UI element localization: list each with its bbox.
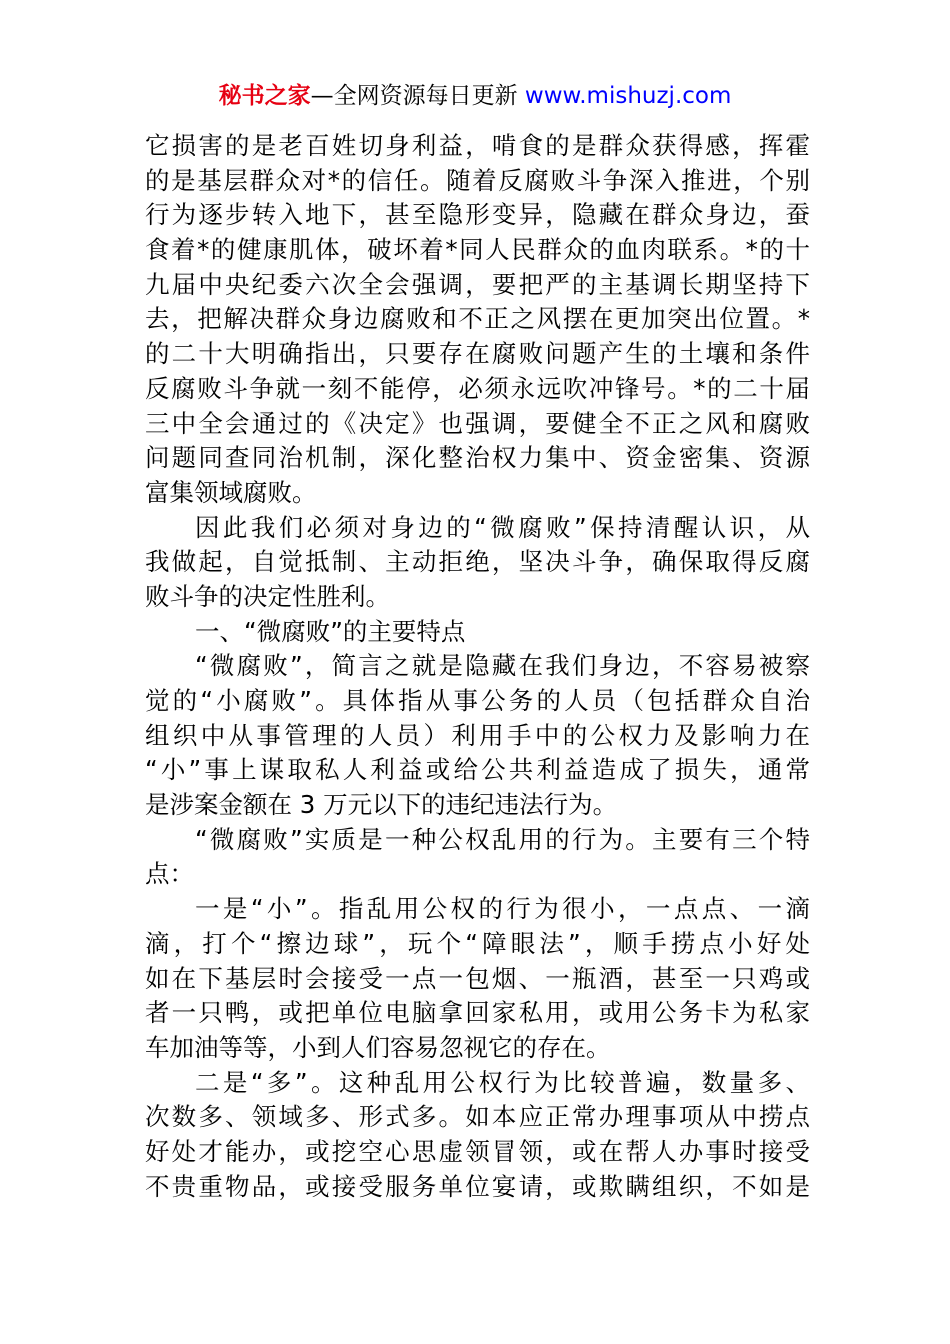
paragraph-first-line: 二是“多”。这种乱用公权行为比较普遍，数量多、 [195, 1067, 810, 1097]
text-line: 败斗争的决定性胜利。 [145, 581, 390, 611]
text-line: 三中全会通过的《决定》也强调，要健全不正之风和腐败 [145, 408, 810, 438]
site-header [0, 80, 950, 112]
text-line: 富集领域腐败。 [145, 477, 317, 507]
site-url-link[interactable]: www.mishuzj.com [524, 83, 732, 109]
text-line: 的是基层群众对*的信任。随着反腐败斗争深入推进，个别 [145, 165, 810, 195]
document-body [145, 129, 810, 1204]
text-line: 食着*的健康肌体，破坏着*同人民群众的血肉联系。*的十 [145, 235, 810, 265]
text-line: 反腐败斗争就一刻不能停，必须永远吹冲锋号。*的二十届 [145, 373, 810, 403]
text-line: 它损害的是老百姓切身利益，啃食的是群众获得感，挥霍 [145, 131, 810, 160]
paragraph-first-line: “微腐败”，简言之就是隐藏在我们身边，不容易被察 [195, 651, 810, 681]
text-line: 组织中从事管理的人员）利用手中的公权力及影响力在 [145, 720, 810, 750]
text-line: 次数多、领域多、形式多。如本应正常办理事项从中捞点 [145, 1102, 810, 1132]
section-heading: 一、“微腐败”的主要特点 [195, 616, 466, 646]
text-line: “小”事上谋取私人利益或给公共利益造成了损失，通常 [145, 755, 810, 785]
text-line: 好处才能办，或挖空心思虚领冒领，或在帮人办事时接受 [145, 1136, 810, 1166]
text-line: 行为逐步转入地下，甚至隐形变异，隐藏在群众身边，蚕 [145, 200, 810, 230]
text-line: 不贵重物品，或接受服务单位宴请，或欺瞒组织，不如是 [145, 1171, 810, 1201]
text-line: 滴，打个“擦边球”，玩个“障眼法”，顺手捞点小好处 [145, 928, 810, 958]
text-line: 如在下基层时会接受一点一包烟、一瓶酒，甚至一只鸡或 [145, 963, 810, 993]
text-line: 车加油等等，小到人们容易忽视它的存在。 [145, 1032, 611, 1062]
paragraph-first-line: “微腐败”实质是一种公权乱用的行为。主要有三个特 [195, 824, 810, 854]
text-line: 我做起，自觉抵制、主动拒绝，坚决斗争，确保取得反腐 [145, 547, 810, 577]
text-line: 问题同查同治机制，深化整治权力集中、资金密集、资源 [145, 443, 810, 473]
text-line: 是涉案金额在 3 万元以下的违纪违法行为。 [145, 790, 618, 820]
header-tagline: —全网资源每日更新 [310, 83, 525, 109]
text-line: 去，把解决群众身边腐败和不正之风摆在更加突出位置。* [145, 304, 810, 334]
text-line: 点： [145, 859, 194, 889]
text-line: 九届中央纪委六次全会强调，要把严的主基调长期坚持下 [145, 269, 810, 299]
brand-name: 秘书之家 [218, 83, 311, 109]
text-line: 的二十大明确指出，只要存在腐败问题产生的土壤和条件 [145, 339, 810, 369]
text-line: 觉的“小腐败”。具体指从事公务的人员（包括群众自治 [145, 686, 810, 715]
paragraph-first-line: 因此我们必须对身边的“微腐败”保持清醒认识，从 [195, 512, 810, 542]
paragraph-first-line: 一是“小”。指乱用公权的行为很小，一点点、一滴 [195, 894, 810, 924]
text-line: 者一只鸭，或把单位电脑拿回家私用，或用公务卡为私家 [145, 998, 810, 1028]
